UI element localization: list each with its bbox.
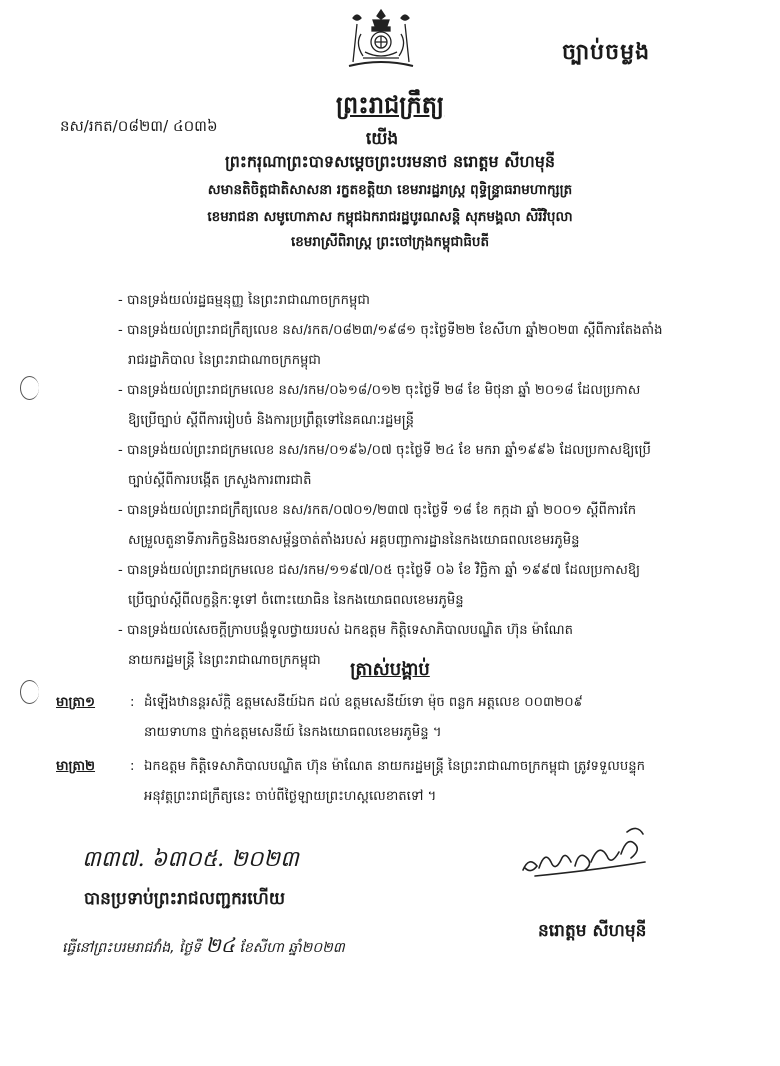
place-date-line (62, 932, 345, 962)
consideration-line: រាជរដ្ឋាភិបាល នៃព្រះរាជាណាចក្រកម្ពុជា (128, 353, 321, 368)
consideration-item (118, 376, 678, 436)
we-heading: យើង (365, 129, 399, 149)
consideration-line: - បានទ្រង់យល់រដ្ឋធម្មនុញ្ញ នៃព្រះរាជាណាចក្រកម្ពុជា (118, 293, 370, 308)
consideration-line: - បានទ្រង់យល់ព្រះរាជក្រឹត្យលេខ នស/រកត/០៧០១/២៣៧ ចុះថ្ងៃទី ១៨ ខែ កក្កដា ឆ្នាំ ២០០១ ស្តីពីការកែ (118, 503, 636, 518)
article-line: នាយទាហាន ថ្នាក់ឧត្តមសេនីយ៍ នៃកងយោធពលខេមរភូមិន្ទ ។ (144, 725, 442, 740)
punch-hole-mark (20, 376, 39, 400)
signatory-name: នរោត្តម សីហមុនី (538, 921, 647, 941)
consideration-line: - បានទ្រង់យល់ព្រះរាជក្រមលេខ ជស/រកម/១១៩៧/០៥ ចុះថ្ងៃទី ០៦ ខែ វិច្ឆិកា ឆ្នាំ ១៩៩៧ ដែលប្រកាសឱ្យ (118, 563, 640, 578)
consideration-line: - បានទ្រង់យល់ព្រះរាជក្រឹត្យលេខ នស/រកត/០៨២៣/១៩៨១ ចុះថ្ងៃទី២២ ខែសីហា ឆ្នាំ២០២៣ ស្តីពីការតែងតាំង (118, 323, 662, 338)
consideration-line: សម្រួលតួនាទីភារកិច្ចនិងរចនាសម្ព័ន្ធចាត់តាំងរបស់ អគ្គបញ្ជាការដ្ឋាននៃកងយោធពលខេមរភូមិន្ទ (128, 533, 580, 548)
king-title-line-4: ខេមរាស្រីពិរាស្ត្រ ព្រះចៅក្រុងកម្ពុជាធិបតី (290, 234, 490, 250)
article-label: មាត្រា២ (56, 759, 96, 774)
article-colon: : (130, 759, 135, 774)
consideration-line: ឱ្យប្រើច្បាប់ ស្តីពីការរៀបចំ និងការប្រព្រឹត្តទៅនៃគណៈរដ្ឋមន្ត្រី (128, 413, 415, 428)
article-line: អនុវត្តព្រះរាជក្រឹត្យនេះ ចាប់ពីថ្ងៃឡាយព្រះហស្តលេខាតទៅ ។ (144, 789, 437, 804)
consideration-line: នាយករដ្ឋមន្ត្រី នៃព្រះរាជាណាចក្រកម្ពុជា (128, 653, 321, 668)
consideration-line: - បានទ្រង់យល់ព្រះរាជក្រមលេខ នស/រកម/០៦១៨/០១២ ចុះថ្ងៃទី ២៨ ខែ មិថុនា ឆ្នាំ ២០១៨ ដែលប្រកាស (118, 383, 640, 398)
article-body (144, 688, 734, 748)
consideration-item (118, 556, 678, 616)
consideration-line: ប្រើច្បាប់ស្តីពីលក្ខន្តិកៈទូទៅ ចំពោះយោធិន នៃកងយោធពលខេមរភូមិន្ទ (128, 593, 464, 608)
king-title-line-3: ខេមរាជនា សមូហោភាស កម្ពុជឯករាជរដ្ឋបូរណសន្តិ សុភមង្គលា សិរីវិបុលា (207, 209, 573, 225)
copy-label: ច្បាប់ចម្លង (562, 40, 651, 65)
article-body (144, 752, 734, 812)
consideration-line: ច្បាប់ស្តីពីការបង្កើត ក្រសួងការពារជាតិ (128, 473, 312, 488)
article-line: ដំឡើងឋានន្តរស័ក្តិ ឧត្តមសេនីយ៍ឯក ដល់ ឧត្តមសេនីយ៍ទោ ម៉ុច ពន្លក អត្តលេខ ០០៣២០៩ (144, 695, 583, 710)
document-title: ព្រះរាជក្រឹត្យ (335, 91, 445, 119)
handwritten-date: ៣៣៧. ៦៣០៥. ២០២៣ (82, 847, 299, 872)
decree-heading: ត្រាស់បង្គាប់ (350, 659, 430, 680)
consideration-item (118, 436, 678, 496)
punch-hole-mark (20, 680, 39, 704)
consideration-item (118, 286, 678, 316)
consideration-item (118, 316, 678, 376)
royal-signature (515, 822, 665, 882)
consideration-item (118, 496, 678, 556)
place-prefix: ធ្វើនៅព្រះបរមរាជវាំង, ថ្ងៃទី (62, 940, 202, 956)
reference-number: នស/រកត/០៨២៣/ ៤០៣៦ (60, 117, 218, 135)
article-line: ឯកឧត្តម កិត្តិទេសាភិបាលបណ្ឌិត ហ៊ុន ម៉ាណែត នាយករដ្ឋមន្ត្រី នៃព្រះរាជាណាចក្រកម្ពុជា ត្រូវទទួលបន្ទុក (144, 759, 645, 774)
article-label: មាត្រា១ (56, 695, 96, 710)
consideration-line: - បានទ្រង់យល់ព្រះរាជក្រមលេខ នស/រកម/០១៩៦/០៧ ចុះថ្ងៃទី ២៤ ខែ មករា ឆ្នាំ១៩៩៦ ដែលប្រកាសឱ្យប្រើ (118, 443, 651, 458)
place-day: ២៤ (205, 933, 235, 957)
considerations-list (118, 286, 678, 676)
article-colon: : (130, 695, 135, 710)
royal-emblem-icon (343, 8, 419, 70)
king-title-line-2: សមានតិចិត្តជាតិសាសនា រក្ខតខត្តិយា ខេមរារដ្ឋរាស្ត្រ ពុទ្ធិន្ទ្រាធរាមហាក្សត្រ (207, 182, 573, 198)
king-title-line-1: ព្រះករុណាព្រះបាទសម្តេចព្រះបរមនាថ នរោត្តម សីហមុនី (224, 152, 556, 171)
consideration-line: - បានទ្រង់យល់សេចក្តីក្រាបបង្គំទូលថ្វាយរបស់ ឯកឧត្តម កិត្តិទេសាភិបាលបណ្ឌិត ហ៊ុន ម៉ាណែត (118, 623, 573, 638)
seal-approval-text: បានប្រទាប់ព្រះរាជលញ្ជករហើយ (84, 889, 286, 909)
place-suffix: ខែសីហា ឆ្នាំ២០២៣ (239, 940, 345, 956)
